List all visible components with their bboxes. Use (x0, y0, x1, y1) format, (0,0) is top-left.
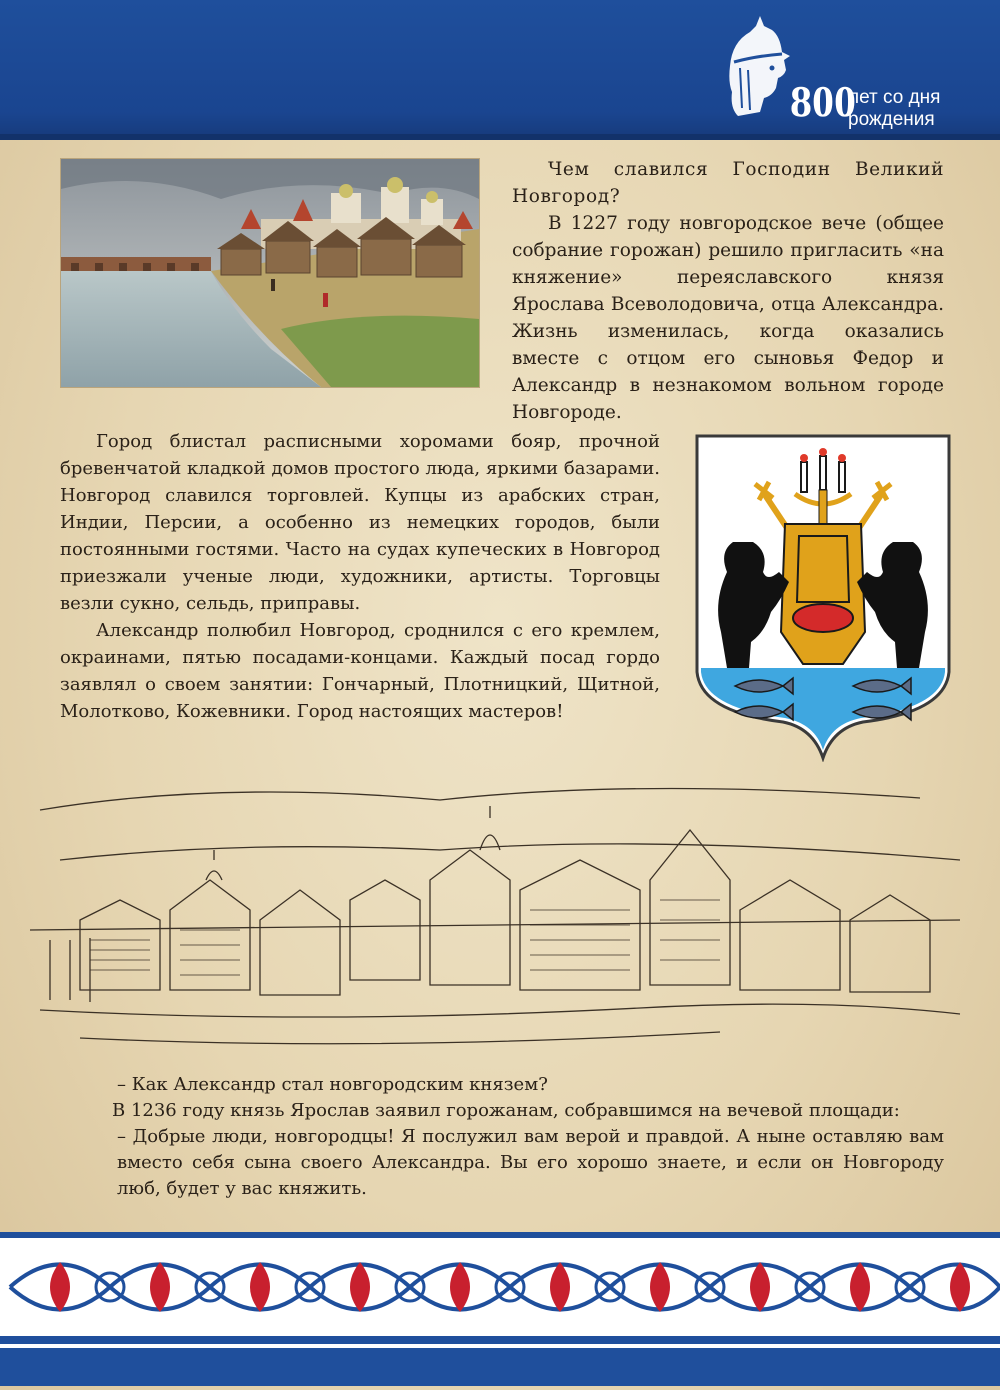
logo-number: 800 (790, 77, 856, 126)
bottom-text (112, 1072, 944, 1202)
intro-text (512, 156, 944, 426)
novgorod-coat-of-arms (693, 432, 953, 762)
town-sketch (20, 770, 980, 1070)
intro-paragraph: В 1227 году новгородское вече (общее собрание горожан) решило пригласить «на княжение» переяславского князя Ярослава Всеволодовича, отца Александра. Жизнь изменилась, когда оказались вместе с отцом его сыновья Федор и Александр в незнакомом вольном городе Новгороде. (512, 213, 944, 423)
middle-text (60, 428, 660, 725)
middle-paragraph-1: Город блистал расписными хоромами бояр, прочной бревенчатой кладкой домов простого люда, яркими базарами. Новгород славился торговлей. Купцы из арабских стран, Индии, Персии, а особенно из немецких городов, были постоянными гостями. Часто на судах купеческих в Новгород приезжали ученые люди, художники, артисты. Торговцы везли сукно, сельдь, приправы. (60, 431, 660, 614)
middle-paragraph-2: Александр полюбил Новгород, сроднился с его кремлем, окраинами, пятью посадами-концами. Каждый посад гордо заявлял о своем занятии: Гончарный, Плотницкий, Щитной, Молотково, Кожевники. Город настоящих мастеров! (60, 620, 660, 722)
bottom-speech: – Добрые люди, новгородцы! Я послужил вам верой и правдой. А ныне оставляю вам вместо себя сына своего Александра. Вы его хорошо знаете, и если он Новгороду люб, будет у вас княжить. (117, 1126, 944, 1199)
ornament-band (0, 1232, 1000, 1386)
novgorod-painting (60, 158, 480, 388)
bottom-question: – Как Александр стал новгородским князем? (117, 1074, 548, 1095)
logo-text-line1: лет со дня (848, 87, 941, 108)
intro-question: Чем славился Господин Великий Новгород? (512, 159, 944, 207)
anniversary-logo (720, 12, 970, 132)
bottom-narration: В 1236 году князь Ярослав заявил горожанам, собравшимся на вечевой площади: (112, 1100, 900, 1121)
logo-text-line2: рождения (848, 109, 935, 130)
